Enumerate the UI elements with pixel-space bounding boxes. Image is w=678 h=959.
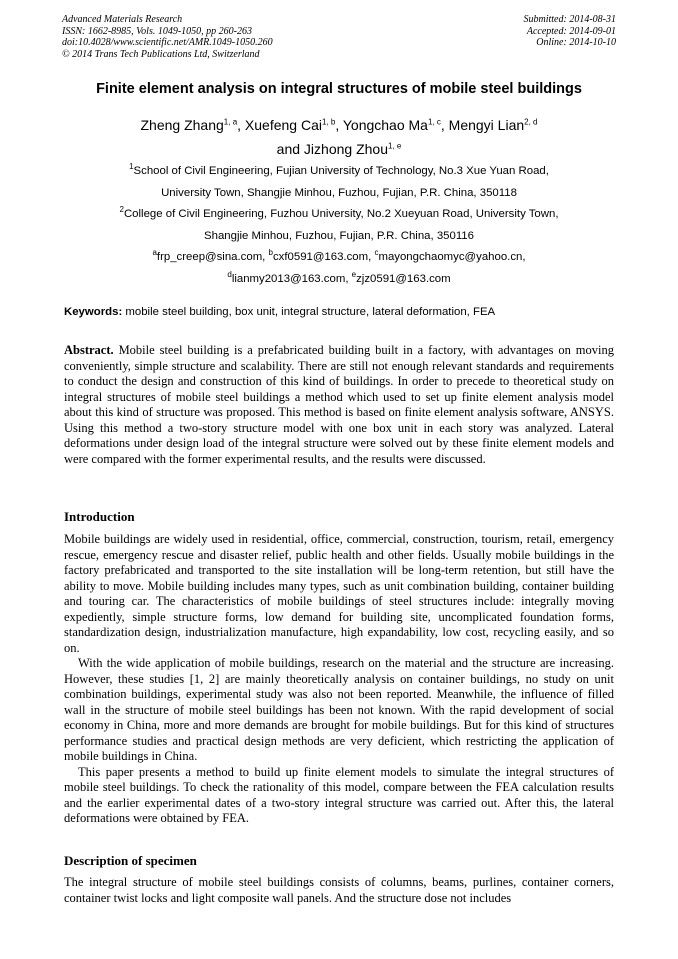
doi-line: doi:10.4028/www.scientific.net/AMR.1049-1050.260: [62, 37, 273, 49]
author-name: Jizhong Zhou: [303, 141, 388, 157]
affiliation-1: $^1$School of Civil Engineering, Fujian University of Technology, No.3 Xue Yuan Road, University Town, Shangjie Minhou, Fuzhou, Fujian, P.R. China, 350118: [129, 162, 549, 199]
email-link[interactable]: frp_creep@sina.com,: [156, 251, 269, 263]
keywords-text: mobile steel building, box unit, integral structure, lateral deformation, FEA: [122, 306, 496, 318]
section-heading-introduction: Introduction: [64, 509, 135, 524]
author-name: Zheng Zhang: [140, 117, 224, 133]
paragraph: This paper presents a method to build up finite element models to simulate the integral structures of mobile steel buildings. To check the rationality of this model, compare between the FEA calculation results and the earlier experimental dates of a two-story integral structure was carried out. After this, the lateral deformations were obtained by FEA.: [64, 764, 614, 825]
paragraph: With the wide application of mobile buildings, research on the material and the structure are increasing. However, these studies [1, 2] are mainly theoretically analysis on container buildings, no study on unit combination buildings, experimental study was also not been reported. Meanwhile, the influence of filled wall in the structure of mobile steel buildings has been not known. With the rapid development of social economy in China, more and more demands are brought for mobile buildings. But for this kind of structures performance studies and practical design methods are very deficient, which restricting the application of mobile buildings in China.: [64, 656, 614, 763]
journal-info: [62, 14, 273, 60]
author-line-1: Zheng Zhang$^{1, a}$, Xuefeng Cai$^{1, b}$, Yongchao Ma$^{1, c}$, Mengyi Lian$^{2, d}$: [140, 117, 538, 133]
copyright-line: © 2014 Trans Tech Publications Ltd, Switzerland: [62, 48, 260, 60]
issn-line: ISSN: 1662-8985, Vols. 1049-1050, pp 260-263: [62, 25, 252, 37]
author-sup: 1, a: [223, 117, 238, 127]
abstract-text: Mobile steel building is a prefabricated building built in a factory, with advantages on moving conveniently, simple structure and scalability. There are still not enough relevant standards and requirements to conduct the design and construction of this kind of buildings. In order to precede to theoretical study on integral structures of mobile steel buildings a method which used to set up finite element analysis model about this kind of structure was proposed. This method is based on finite element analysis software, ANSYS. Using this method a two-story structure model with one box unit in each story was analyzed. Lateral deformations under design load of the integral structure were solved out by these finite element models and were compared with the former experimental results, and the results were discussed.: [64, 343, 614, 466]
email-link[interactable]: zjz0591@163.com: [356, 272, 451, 285]
author-sup: 1, c: [427, 117, 441, 127]
abstract: [64, 343, 614, 467]
author-line-2: and Jizhong Zhou$^{1, e}$: [276, 141, 402, 157]
accepted-date: Accepted: 2014-09-01: [526, 25, 616, 37]
abstract-label: Abstract.: [64, 343, 114, 357]
section-heading-description: Description of specimen: [64, 853, 197, 868]
online-date: Online: 2014-10-10: [536, 37, 616, 49]
keywords-label: Keywords:: [64, 306, 123, 318]
author-sup: 1, e: [387, 141, 402, 151]
author-sup: 1, b: [321, 117, 336, 127]
submitted-date: Submitted: 2014-08-31: [523, 14, 616, 25]
email-link[interactable]: cxf0591@163.com,: [272, 251, 375, 263]
author-name: Yongchao Ma: [342, 117, 428, 133]
author-emails: $^a$frp_creep@sina.com, $^b$cxf0591@163.com, $^c$mayongchaomyc@yahoo.cn, $^d$lianmy2013@163.com, $^e$zjz0591@163.com: [152, 248, 526, 285]
journal-name: Advanced Materials Research: [62, 14, 183, 25]
author-sup: 2, d: [524, 117, 538, 127]
paragraph: The integral structure of mobile steel buildings consists of columns, beams, purlines, container corners, container twist locks and light composite wall panels. And the structure dose not includes: [64, 875, 614, 905]
author-name: Mengyi Lian: [448, 117, 525, 133]
email-link[interactable]: mayongchaomyc@yahoo.cn,: [378, 251, 526, 263]
introduction-body: [64, 532, 614, 827]
publication-dates: [524, 14, 617, 49]
affiliation-2: $^2$College of Civil Engineering, Fuzhou University, No.2 Xueyuan Road, University Town, Shangjie Minhou, Fuzhou, Fujian, P.R. China, 350116: [119, 205, 559, 242]
email-link[interactable]: lianmy2013@163.com,: [231, 272, 352, 285]
author-list: [40, 113, 638, 161]
author-name: Xuefeng Cai: [244, 117, 322, 133]
keywords: [64, 306, 614, 318]
paper-title: Finite element analysis on integral structures of mobile steel buildings: [96, 81, 582, 97]
paragraph: Mobile buildings are widely used in residential, office, commercial, construction, tourism, retail, emergency rescue, emergency rescue and disaster relief, public health and other fields. Usually mobile buildings in the factory prefabricated and transported to the site installation will be long-term retention, but still have the ability to move. Mobile building includes many types, such as unit combination building, container building and touring car. The characteristics of mobile buildings of steel structures include: integrally moving expediently, simple structure forms, low demand for building site, uncomplicated foundation forms, standardization design, industrialization manufacture, high expandability, low cost, recycling easily, and so on.: [64, 532, 614, 655]
